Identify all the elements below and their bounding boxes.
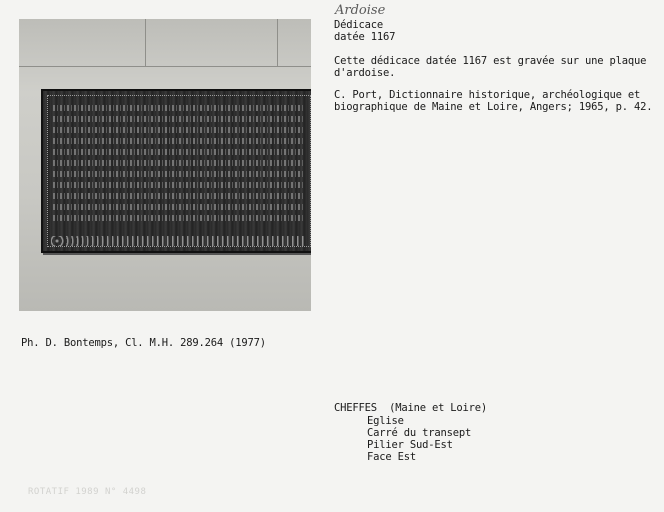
subject-date: datée 1167 <box>334 31 396 43</box>
bibliographic-reference: C. Port, Dictionnaire historique, archéologique et biographique de Maine et Loire, Angers; 1965, p. 42. <box>334 89 653 113</box>
location-building: Eglise <box>367 415 404 427</box>
subject-title: Dédicace <box>334 19 383 31</box>
location-town: CHEFFES (Maine et Loire) <box>334 402 488 414</box>
handwritten-annotation: Ardoise <box>335 3 386 18</box>
faded-archive-stamp: ROTATIF 1989 N° 4498 <box>28 487 147 497</box>
stone-joint-line <box>145 19 146 66</box>
location-pillar: Pilier Sud-Est <box>367 439 453 451</box>
stone-joint-line <box>277 19 278 66</box>
slate-plaque <box>41 89 311 253</box>
engraved-inscription <box>53 105 305 229</box>
location-area: Carré du transept <box>367 427 472 439</box>
decorative-scroll-border <box>51 236 307 246</box>
description-text: Cette dédicace datée 1167 est gravée sur une plaque d'ardoise. <box>334 55 647 79</box>
photo-credit: Ph. D. Bontemps, Cl. M.H. 289.264 (1977) <box>21 337 266 349</box>
plaque-photograph <box>19 19 311 311</box>
stone-joint-line <box>19 66 311 67</box>
location-face: Face Est <box>367 451 416 463</box>
